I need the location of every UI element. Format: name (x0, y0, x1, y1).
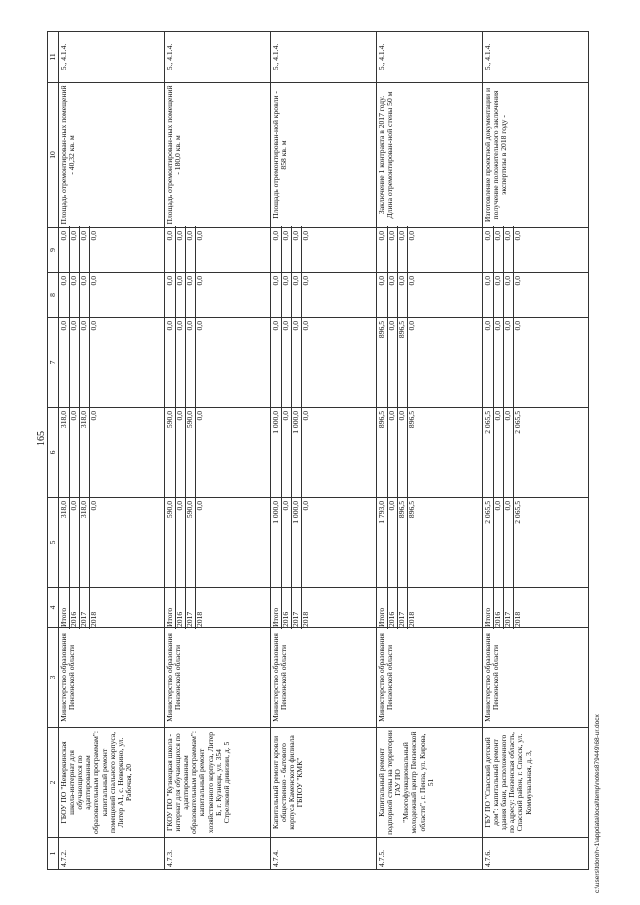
amount-c7 (165, 318, 271, 408)
year-label: 2016 (388, 586, 398, 629)
amount-value: 0,0 (378, 226, 388, 274)
amount-c5 (271, 498, 377, 588)
amount-value: 0,0 (282, 316, 292, 409)
amount-value: 0,0 (300, 501, 310, 511)
amount-value: 0,0 (388, 226, 398, 274)
budget-table (47, 31, 589, 870)
amount-value: 590,0 (186, 406, 196, 499)
amount-value: 0,0 (504, 226, 514, 274)
table-row (59, 32, 165, 870)
row-number: 4.7.4. (271, 838, 377, 870)
amount-value: 0,0 (80, 226, 90, 274)
amount-c8 (483, 273, 589, 318)
amount-value: 318,0 (60, 406, 70, 499)
amount-c6 (377, 408, 483, 498)
amount-value: 0,0 (194, 501, 204, 511)
header-cell: 5 (48, 498, 59, 588)
amount-value: 0,0 (388, 316, 398, 409)
year-label: Итого (484, 586, 494, 629)
rotated-table-container (47, 32, 589, 870)
amount-value: 0,0 (70, 226, 80, 274)
amount-value: 0,0 (186, 316, 196, 409)
year-label: 2017 (504, 586, 514, 629)
expected-result: Площадь отремонтирован-ных помещений - 180,0 кв. м (165, 83, 271, 228)
amount-value: 318,0 (80, 496, 90, 589)
amount-value: 0,0 (378, 271, 388, 319)
amount-value: 0,0 (80, 271, 90, 319)
amount-value: 0,0 (282, 226, 292, 274)
header-cell: 7 (48, 318, 59, 408)
table-row (377, 32, 483, 870)
responsible-ministry: Министерство образования Пензенской области (165, 628, 271, 728)
expected-result: Площадь отремонтирован-ной кровли - 858 кв. м (271, 83, 377, 228)
amount-value: 1 000,0 (292, 406, 302, 499)
reference: 5., 4.1.4. (271, 32, 377, 83)
amount-value: 0,0 (398, 406, 408, 499)
table-row (483, 32, 589, 870)
year-label: 2017 (292, 586, 302, 629)
year-label: 2016 (494, 586, 504, 629)
amount-value: 0,0 (282, 406, 292, 499)
year-label: 2017 (186, 586, 196, 629)
year-list (377, 588, 483, 628)
amount-value: 0,0 (194, 411, 204, 421)
amount-value: 0,0 (388, 271, 398, 319)
header-cell: 3 (48, 628, 59, 728)
amount-c8 (165, 273, 271, 318)
header-cell: 4 (48, 588, 59, 628)
amount-value: 0,0 (88, 411, 98, 421)
amount-c7 (271, 318, 377, 408)
amount-value: 0,0 (176, 271, 186, 319)
amount-value: 0,0 (484, 271, 494, 319)
amount-value: 0,0 (176, 406, 186, 499)
amount-value: 896,5 (406, 411, 416, 429)
amount-value: 0,0 (88, 321, 98, 331)
amount-c9 (59, 228, 165, 273)
measure-name: ГКОУ ПО "Кузнецкая школа - интернат для обучающихся по адаптированным образовательным программам": капитальный ремонт хозяйственного корпуса, Литер Б, г. Кузнецк, ул. 354 Стрелковой дивизии, д. 5 (165, 728, 271, 838)
amount-value: 590,0 (166, 406, 176, 499)
table-row (165, 32, 271, 870)
amount-value: 0,0 (300, 276, 310, 286)
amount-value: 0,0 (292, 316, 302, 409)
year-label: Итого (272, 586, 282, 629)
year-label: 2018 (88, 611, 98, 627)
measure-name: Капитальный ремонт подпорной стены на территории ГАУ ПО "Многофункциональный молодежный центр Пензенской области", г. Пенза, ул. Кирова, 51 (377, 728, 483, 838)
amount-value: 896,5 (378, 316, 388, 409)
amount-value: 0,0 (176, 316, 186, 409)
year-list (271, 588, 377, 628)
amount-c5 (483, 498, 589, 588)
amount-value: 1 793,0 (378, 496, 388, 589)
amount-value: 896,5 (378, 406, 388, 499)
year-label: Итого (60, 586, 70, 629)
amount-value: 0,0 (60, 226, 70, 274)
amount-c5 (59, 498, 165, 588)
amount-value: 0,0 (166, 316, 176, 409)
amount-c7 (483, 318, 589, 408)
amount-value: 1 000,0 (272, 496, 282, 589)
amount-value: 0,0 (398, 226, 408, 274)
year-label: 2017 (398, 586, 408, 629)
measure-name: Капитальный ремонт кровли общественно - бытового корпуса Каменского филиала ГБПОУ "КМК" (271, 728, 377, 838)
responsible-ministry: Министерство образования Пензенской области (59, 628, 165, 728)
amount-c6 (165, 408, 271, 498)
amount-value: 0,0 (406, 276, 416, 286)
amount-c6 (483, 408, 589, 498)
amount-value: 318,0 (60, 496, 70, 589)
amount-value: 0,0 (70, 406, 80, 499)
year-label: 2018 (406, 611, 416, 627)
amount-c9 (377, 228, 483, 273)
year-label: 2017 (80, 586, 90, 629)
row-number: 4.7.6. (483, 838, 589, 870)
reference: 5., 4.1.4. (59, 32, 165, 83)
amount-value: 0,0 (176, 226, 186, 274)
amount-value: 0,0 (494, 496, 504, 589)
amount-value: 896,5 (406, 501, 416, 519)
amount-value: 0,0 (194, 276, 204, 286)
amount-c8 (59, 273, 165, 318)
amount-value: 2 065,5 (512, 501, 522, 524)
amount-value: 0,0 (388, 496, 398, 589)
header-cell: 11 (48, 32, 59, 83)
amount-value: 0,0 (186, 271, 196, 319)
amount-c6 (271, 408, 377, 498)
year-list (59, 588, 165, 628)
amount-value: 0,0 (504, 316, 514, 409)
page-number: 165 (36, 431, 47, 446)
amount-value: 0,0 (300, 231, 310, 241)
amount-value: 0,0 (300, 321, 310, 331)
amount-value: 0,0 (166, 271, 176, 319)
measure-name: ГБОУ ПО "Неверкинская школа-интернат для обучающихся по адаптированным образовательным программам": капитальный ремонт помещений спального корпуса, Литер А1, с. Неверкино, ул. Рабочая, 20 (59, 728, 165, 838)
amount-value: 0,0 (300, 411, 310, 421)
amount-value: 0,0 (512, 276, 522, 286)
amount-value: 0,0 (504, 406, 514, 499)
amount-c8 (271, 273, 377, 318)
row-number: 4.7.3. (165, 838, 271, 870)
year-list (483, 588, 589, 628)
amount-value: 0,0 (494, 271, 504, 319)
amount-value: 0,0 (272, 271, 282, 319)
amount-c7 (59, 318, 165, 408)
responsible-ministry: Министерство образования Пензенской области (377, 628, 483, 728)
amount-value: 0,0 (512, 321, 522, 331)
amount-value: 0,0 (272, 316, 282, 409)
amount-value: 1 000,0 (292, 496, 302, 589)
amount-value: 896,5 (398, 316, 408, 409)
year-label: 2018 (194, 611, 204, 627)
amount-value: 0,0 (484, 226, 494, 274)
amount-value: 2 065,5 (484, 406, 494, 499)
amount-value: 0,0 (292, 271, 302, 319)
amount-value: 0,0 (60, 271, 70, 319)
amount-value: 0,0 (70, 316, 80, 409)
amount-c9 (271, 228, 377, 273)
amount-c8 (377, 273, 483, 318)
amount-value: 0,0 (166, 226, 176, 274)
header-cell: 8 (48, 273, 59, 318)
measure-name: ГБУ ПО "Спасский детский дом": капитальный ремонт здания бани, расположенного по адресу: Пензенская область, Спасский район, г. Спасск, ул. Коммунальная, д. 3, (483, 728, 589, 838)
expected-result: Изготовление проектной документации и получение положительного заключения экспертизы в 2018 году - (483, 83, 589, 228)
amount-c6 (59, 408, 165, 498)
amount-value: 590,0 (166, 496, 176, 589)
amount-value: 0,0 (406, 321, 416, 331)
amount-value: 0,0 (388, 406, 398, 499)
amount-value: 0,0 (282, 496, 292, 589)
year-label: 2018 (512, 611, 522, 627)
amount-value: 0,0 (194, 321, 204, 331)
amount-value: 0,0 (292, 226, 302, 274)
responsible-ministry: Министерство образования Пензенской области (483, 628, 589, 728)
amount-value: 896,5 (398, 496, 408, 589)
amount-value: 0,0 (406, 231, 416, 241)
amount-value: 0,0 (494, 406, 504, 499)
expected-result: Площадь отремонтирован-ных помещений - 40,32 кв. м (59, 83, 165, 228)
year-label: 2016 (70, 586, 80, 629)
header-cell: 10 (48, 83, 59, 228)
reference: 5., 4.1.4. (483, 32, 589, 83)
year-label: 2016 (282, 586, 292, 629)
year-label: 2016 (176, 586, 186, 629)
amount-value: 0,0 (80, 316, 90, 409)
amount-c9 (165, 228, 271, 273)
footer-file-path: c:\users\tdoroh~1\appdata\local\temp\notes879449\68-ur.docx (594, 714, 601, 893)
header-cell: 6 (48, 408, 59, 498)
amount-value: 0,0 (484, 316, 494, 409)
amount-value: 0,0 (512, 231, 522, 241)
year-label: 2018 (300, 611, 310, 627)
amount-value: 590,0 (186, 496, 196, 589)
year-list (165, 588, 271, 628)
amount-value: 0,0 (194, 231, 204, 241)
amount-value: 318,0 (80, 406, 90, 499)
expected-result: Заключение 1 контракта в 2017 году. Длина отремонтирован-ной стены 50 м (377, 83, 483, 228)
amount-c9 (483, 228, 589, 273)
year-label: Итого (378, 586, 388, 629)
amount-value: 0,0 (282, 271, 292, 319)
row-number: 4.7.2. (59, 838, 165, 870)
amount-value: 0,0 (272, 226, 282, 274)
amount-value: 0,0 (88, 231, 98, 241)
amount-c5 (165, 498, 271, 588)
amount-value: 2 065,5 (512, 411, 522, 434)
reference: 5., 4.1.4. (377, 32, 483, 83)
amount-value: 0,0 (88, 501, 98, 511)
header-cell: 2 (48, 728, 59, 838)
amount-value: 0,0 (70, 496, 80, 589)
amount-value: 0,0 (60, 316, 70, 409)
amount-value: 0,0 (70, 271, 80, 319)
amount-value: 0,0 (186, 226, 196, 274)
amount-value: 1 000,0 (272, 406, 282, 499)
amount-value: 0,0 (504, 496, 514, 589)
header-row (48, 32, 59, 870)
amount-c5 (377, 498, 483, 588)
header-cell: 1 (48, 838, 59, 870)
amount-value: 0,0 (176, 496, 186, 589)
amount-value: 0,0 (398, 271, 408, 319)
amount-value: 0,0 (494, 226, 504, 274)
year-label: Итого (166, 586, 176, 629)
header-cell: 9 (48, 228, 59, 273)
amount-value: 0,0 (494, 316, 504, 409)
table-row (271, 32, 377, 870)
row-number: 4.7.5. (377, 838, 483, 870)
amount-value: 0,0 (504, 271, 514, 319)
amount-value: 2 065,5 (484, 496, 494, 589)
reference: 5., 4.1.4. (165, 32, 271, 83)
responsible-ministry: Министерство образования Пензенской области (271, 628, 377, 728)
amount-value: 0,0 (88, 276, 98, 286)
amount-c7 (377, 318, 483, 408)
